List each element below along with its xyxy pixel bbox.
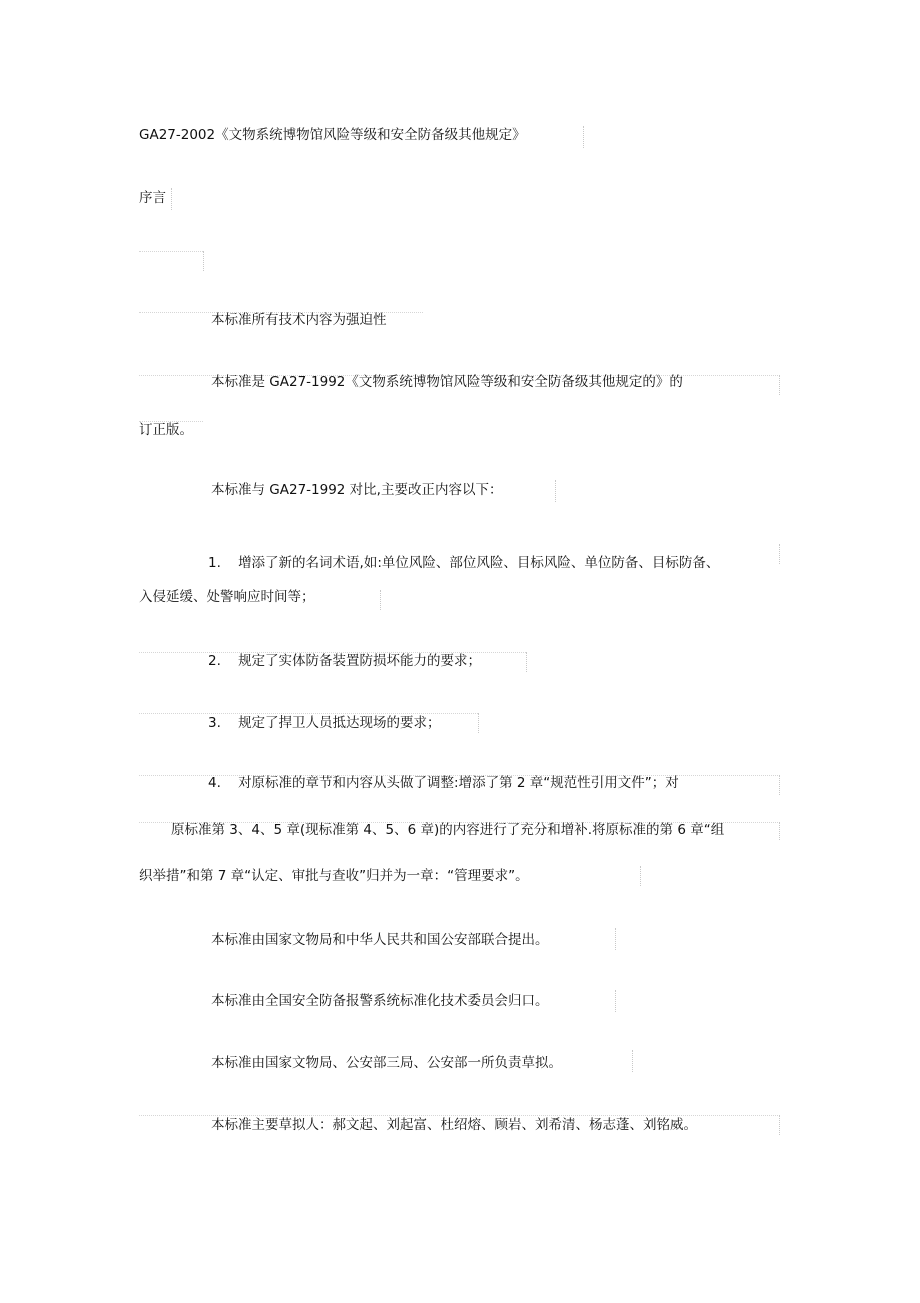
paragraph: 本标准由全国安全防备报警系统标准化技术委员会归口。 — [211, 993, 549, 1009]
list-text: 规定了捍卫人员抵达现场的要求； — [238, 715, 441, 731]
document-title: GA27-2002《文物系统博物馆风险等级和安全防备级其他规定》 — [139, 127, 526, 143]
guide-line — [632, 1050, 633, 1072]
guide-line — [139, 251, 203, 252]
list-item — [208, 774, 679, 792]
guide-line — [615, 990, 616, 1012]
guide-line — [203, 251, 204, 271]
list-number: 2. — [208, 653, 221, 669]
guide-line — [779, 775, 780, 795]
list-number: 1. — [208, 555, 221, 571]
guide-line — [779, 1115, 780, 1135]
guide-line — [555, 480, 556, 502]
list-text: 规定了实体防备装置防损坏能力的要求； — [238, 653, 482, 669]
list-item-continued: 入侵延缓、处警响应时间等； — [139, 589, 315, 605]
guide-line — [779, 822, 780, 840]
guide-line — [615, 928, 616, 950]
guide-line — [779, 544, 780, 564]
paragraph: 订正版。 — [139, 422, 193, 438]
list-number: 4. — [208, 775, 221, 791]
paragraph: 本标准由国家文物局和中华人民共和国公安部联合提出。 — [211, 932, 549, 948]
paragraph: 本标准主要草拟人：郝文起、刘起富、杜绍熔、顾岩、刘希清、杨志蓬、刘铭威。 — [211, 1117, 697, 1133]
guide-line — [640, 866, 641, 886]
list-number: 3. — [208, 715, 221, 731]
list-item — [208, 554, 719, 572]
list-item — [208, 652, 481, 670]
guide-line — [526, 652, 527, 672]
guide-line — [171, 188, 172, 210]
list-item-continued: 原标准第 3、4、5 章(现标准第 4、5、6 章)的内容进行了充分和增补.将原标准的第 6 章“组 — [171, 822, 725, 838]
list-text: 增添了新的名词术语,如:单位风险、部位风险、目标风险、单位防备、目标防备、 — [238, 555, 720, 571]
list-text: 对原标准的章节和内容从头做了调整:增添了第 2 章“规范性引用文件”；对 — [238, 775, 679, 791]
guide-line — [779, 375, 780, 395]
guide-line — [478, 713, 479, 733]
list-item-continued: 织举措”和第 7 章“认定、审批与查收”归并为一章：“管理要求”。 — [139, 868, 529, 884]
paragraph: 本标准所有技术内容为强迫性 — [211, 312, 387, 328]
paragraph: 本标准是 GA27-1992《文物系统博物馆风险等级和安全防备级其他规定的》的 — [211, 374, 683, 390]
list-item — [208, 714, 441, 732]
guide-line — [139, 421, 203, 422]
guide-line — [583, 126, 584, 148]
guide-line — [380, 590, 381, 610]
preface-heading: 序言 — [139, 190, 166, 206]
paragraph: 本标准与 GA27-1992 对比,主要改正内容以下： — [211, 482, 503, 498]
paragraph: 本标准由国家文物局、公安部三局、公安部一所负责草拟。 — [211, 1055, 562, 1071]
